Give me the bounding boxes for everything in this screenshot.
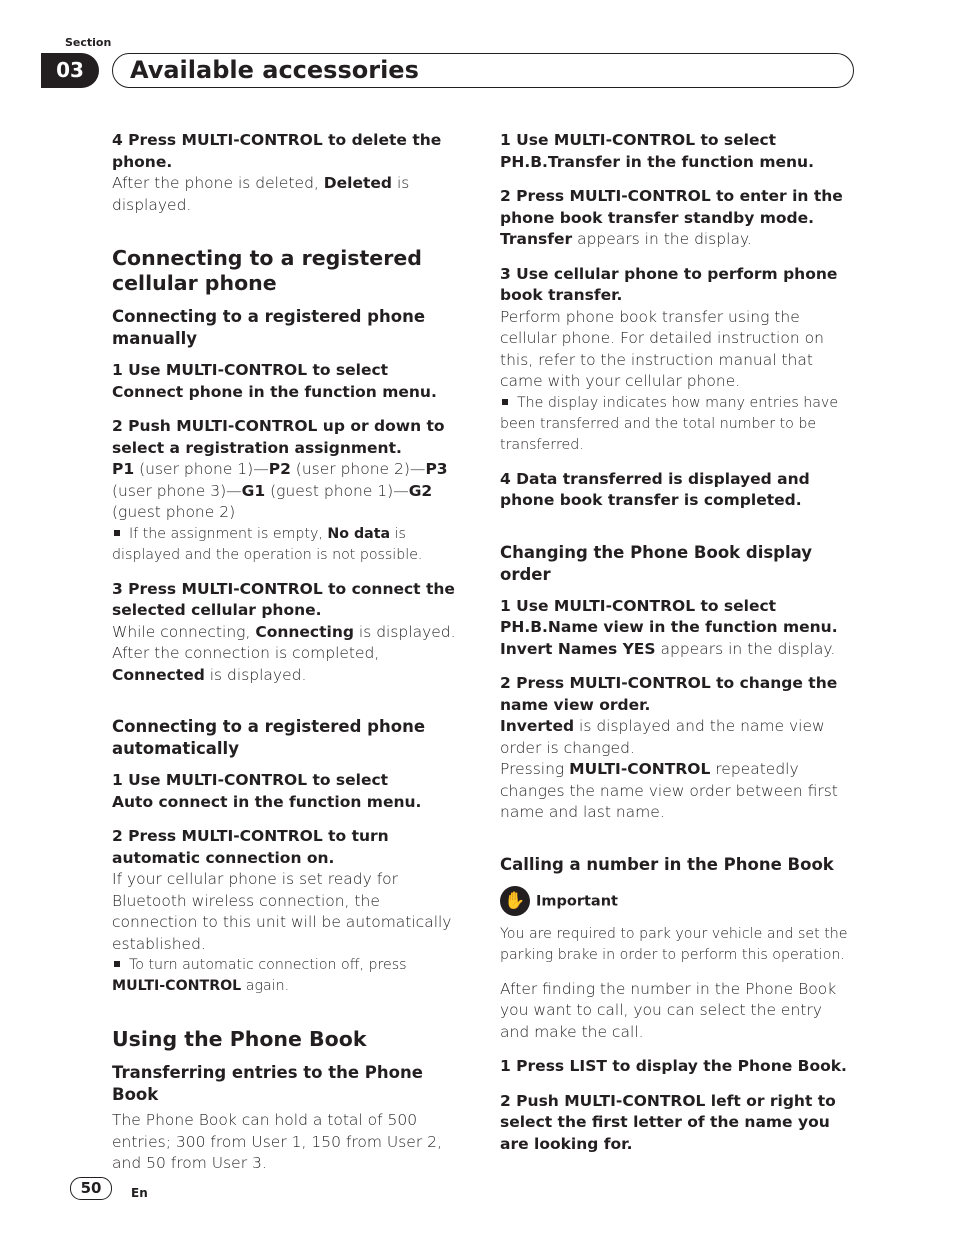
step-delete-body: After the phone is deleted, Deleted is displayed. [112,174,410,214]
call-body: After finding the number in the Phone Book you want to call, you can select the entry and make the call. [500,979,837,1041]
subheading-automatic: Connecting to a registered phone automatically [112,717,426,758]
subheading-display-order: Changing the Phone Book display order [500,542,813,584]
transfer-step-4: 4 Data transferred is displayed and phone book transfer is completed. [500,469,810,509]
subheading-transferring: Transferring entries to the Phone Book [112,1063,423,1104]
order-step-1: 1 Use MULTI-CONTROL to select PH.B.Name view in the function menu. [500,596,838,636]
auto-note: To turn automatic connection off, press MULTI-CONTROL again. [112,957,407,994]
step-delete-phone: 4 Press MULTI-CONTROL to delete the phone. [112,131,442,171]
order-step-2: 2 Press MULTI-CONTROL to change the name view order. [500,674,838,714]
transfer-step-2: 2 Press MULTI-CONTROL to enter in the phone book transfer standby mode. [500,187,843,227]
auto-step-2: 2 Press MULTI-CONTROL to turn automatic connection on. [112,827,389,867]
bullet-square-icon [114,961,120,967]
page-number: 50 [70,1177,112,1200]
assignment-note: If the assignment is empty, No data is displayed and the operation is not possible. [112,525,423,563]
important-body: You are required to park your vehicle and set the parking brake in order to perform this operation. [500,925,848,963]
bullet-square-icon [114,530,120,536]
transfer-body: The Phone Book can hold a total of 500 entries; 300 from User 1, 150 from User 2, and 50 from User 3. [112,1111,442,1172]
right-column [500,130,850,1155]
heading-connecting-registered: Connecting to a registered cellular phone [112,246,422,295]
order-step-2-body: Inverted is displayed and the name view order is changed. Pressing MULTI-CONTROL repeatedly changes the name view order between first name and last name. [500,717,838,821]
auto-step-2-body: If your cellular phone is set ready for Bluetooth wireless connection, the connection to this unit will be automatically established. [112,870,452,953]
important-heading: ✋ Important [500,886,850,916]
transfer-step-2-body: Transfer appears in the display. [500,230,752,248]
manual-step-1: 1 Use MULTI-CONTROL to select Connect phone in the function menu. [112,361,437,401]
manual-step-2: 2 Push MULTI-CONTROL up or down to select a registration assignment. [112,417,445,457]
call-step-2: 2 Push MULTI-CONTROL left or right to select the first letter of the name you are looking for. [500,1091,836,1153]
transfer-step-1: 1 Use MULTI-CONTROL to select PH.B.Transfer in the function menu. [500,131,814,171]
assignment-list: P1 (user phone 1)—P2 (user phone 2)—P3 (user phone 3)—G1 (guest phone 1)—G2 (guest phone 2) [112,460,448,521]
language-label: En [131,1186,148,1200]
transfer-step-3: 3 Use cellular phone to perform phone book transfer. [500,264,838,304]
order-step-1-body: Invert Names YES appears in the display. [500,639,836,658]
subheading-calling: Calling a number in the Phone Book [500,854,834,874]
warning-hand-icon: ✋ [500,886,530,916]
manual-step-3: 3 Press MULTI-CONTROL to connect the selected cellular phone. [112,579,455,619]
subheading-manual: Connecting to a registered phone manually [112,307,426,348]
bullet-square-icon [502,399,508,405]
page-title: Available accessories [130,56,419,84]
section-number-badge: 03 [41,53,99,88]
auto-step-1: 1 Use MULTI-CONTROL to select Auto connect in the function menu. [112,771,422,811]
manual-step-3-body: While connecting, Connecting is displayed. After the connection is completed, Connected is displayed. [112,622,456,684]
section-label: Section [65,36,112,49]
heading-phone-book: Using the Phone Book [112,1027,367,1051]
call-step-1: 1 Press LIST to display the Phone Book. [500,1057,847,1075]
transfer-step-3-body: Perform phone book transfer using the cellular phone. For detailed instruction on this, refer to the instruction manual that came with your cellular phone. [500,307,824,390]
transfer-note: The display indicates how many entries have been transferred and the total number to be transferred. [500,394,839,453]
left-column [112,130,467,1175]
